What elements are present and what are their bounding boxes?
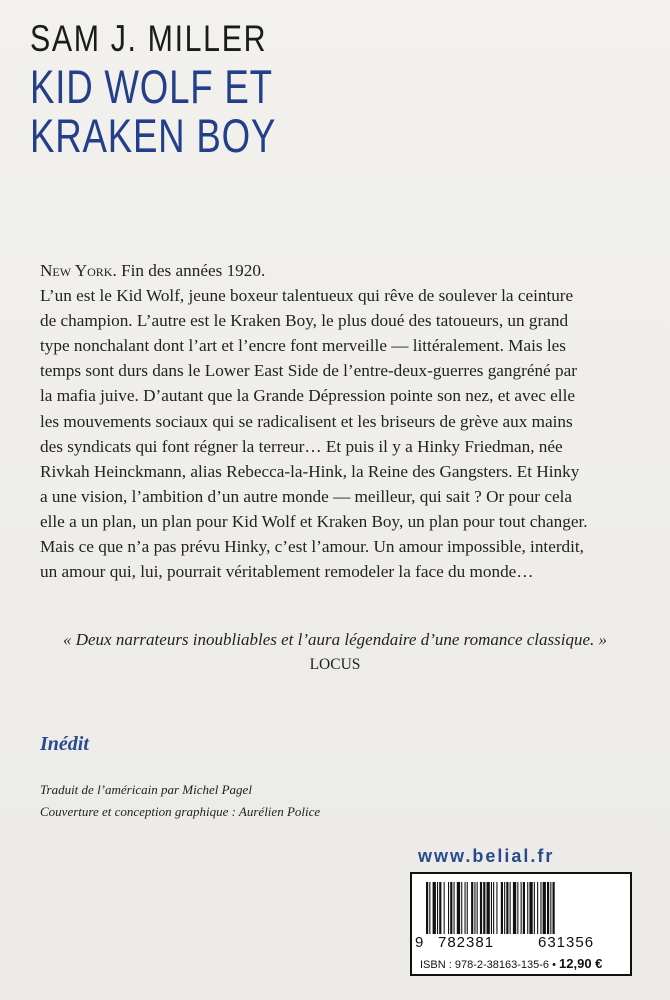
barcode-bar <box>454 882 455 934</box>
price-separator: • <box>552 959 556 971</box>
barcode-icon <box>424 882 620 936</box>
barcode-bar <box>543 882 546 934</box>
barcode-bar <box>426 882 428 934</box>
barcode-bar <box>527 882 528 934</box>
barcode-bar <box>444 882 445 934</box>
barcode-bar <box>471 882 473 934</box>
isbn-price-line <box>420 956 602 971</box>
blurb-line: des syndicats qui font régner la terreur… Et puis il y a Hinky Friedman, née <box>40 436 563 456</box>
author-name: SAM J. MILLER <box>30 18 268 59</box>
inedit-label: Inédit <box>40 733 89 755</box>
barcode-bar <box>510 882 511 934</box>
blurb-line: elle a un plan, un plan pour Kid Wolf et Kraken Boy, un plan pour tout changer. <box>40 511 588 531</box>
barcode-bar <box>461 882 462 934</box>
isbn-text: ISBN : 978-2-38163-135-6 <box>420 959 550 971</box>
barcode-bar <box>480 882 482 934</box>
barcode-bar <box>429 882 430 934</box>
barcode-bar <box>493 882 494 934</box>
blurb-lead-place: New York <box>40 261 113 280</box>
blurb-line: a une vision, l’ambition d’un autre monde — meilleur, qui sait ? Or pour cela <box>40 486 572 506</box>
blurb-line: un amour qui, lui, pourrait véritablement remodeler la face du monde… <box>40 562 534 582</box>
barcode-bar <box>496 882 497 934</box>
press-quote: « Deux narrateurs inoubliables et l’aura légendaire d’une romance classique. » <box>62 630 608 649</box>
barcode-bar <box>487 882 490 934</box>
barcode-bar <box>467 882 468 934</box>
price: 12,90 € <box>559 956 603 971</box>
translator-credit: Traduit de l’américain par Michel Pagel <box>40 782 252 797</box>
blurb <box>40 258 630 584</box>
barcode-bar <box>483 882 485 934</box>
barcode-bar <box>477 882 478 934</box>
blurb-line: la mafia juive. D’autant que la Grande Dépression pointe son nez, et avec elle <box>40 386 575 406</box>
blurb-line: Rivkah Heinckmann, alias Rebecca-la-Hink, la Reine des Gangsters. Et Hinky <box>40 461 580 481</box>
blurb-line: de champion. L’autre est le Kraken Boy, le plus doué des tatoueurs, un grand <box>40 311 569 331</box>
credits <box>40 779 320 823</box>
barcode-bar <box>465 882 466 934</box>
barcode-bar <box>439 882 441 934</box>
barcode-bar <box>517 882 518 934</box>
barcode-bar <box>433 882 436 934</box>
title-line-1: KID WOLF ET <box>30 60 273 113</box>
title-line-2: KRAKEN BOY <box>30 109 277 162</box>
ean-group-2: 631356 <box>538 934 595 951</box>
ean-first-digit: 9 <box>415 934 424 951</box>
barcode-bar <box>523 882 525 934</box>
barcode-bar <box>513 882 516 934</box>
barcode-bar <box>437 882 438 934</box>
barcode-bar <box>553 882 555 934</box>
barcode-bar <box>448 882 449 934</box>
blurb-line: L’un est le Kid Wolf, jeune boxeur talentueux qui rêve de soulever la ceinture <box>40 286 574 306</box>
barcode-bar <box>537 882 538 934</box>
barcode-bar <box>506 882 508 934</box>
blurb-line: les mouvements sociaux qui se radicalisent et les briseurs de grève aux mains <box>40 411 573 431</box>
barcode-bar <box>501 882 503 934</box>
blurb-lead <box>40 258 630 283</box>
barcode-bar <box>529 882 532 934</box>
ean-group-1: 782381 <box>438 934 495 951</box>
publisher-website: www.belial.fr <box>418 846 555 866</box>
barcode-bar <box>491 882 492 934</box>
barcode-bar <box>534 882 535 934</box>
barcode-bar <box>521 882 522 934</box>
blurb-line: temps sont durs dans le Lower East Side de l’entre-deux-guerres gangréné par <box>40 361 577 381</box>
book-title <box>30 62 276 160</box>
quote-source: LOCUS <box>309 656 361 673</box>
barcode-box <box>410 872 632 976</box>
barcode-bar <box>504 882 505 934</box>
barcode-bar <box>547 882 549 934</box>
barcode-bar <box>450 882 452 934</box>
barcode-bar <box>457 882 460 934</box>
barcode-bar <box>550 882 551 934</box>
barcode-bar <box>474 882 475 934</box>
cover-credit: Couverture et conception graphique : Aurélien Police <box>40 804 321 819</box>
blurb-line: Mais ce que n’a pas prévu Hinky, c’est l’amour. Un amour impossible, interdit, <box>40 537 584 557</box>
blurb-lead-rest: . Fin des années 1920. <box>112 261 266 280</box>
barcode-bar <box>540 882 541 934</box>
blurb-line: type nonchalant dont l’art et l’encre font merveille — littéralement. Mais les <box>40 336 566 356</box>
